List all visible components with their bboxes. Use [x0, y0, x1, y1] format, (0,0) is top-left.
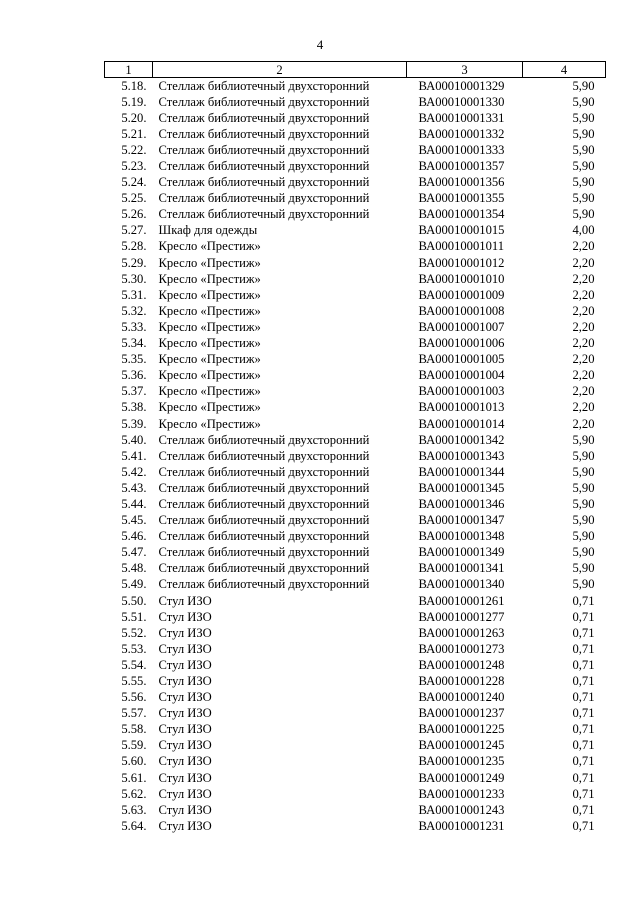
- row-number: 5.29.: [121, 255, 147, 270]
- item-value: 2,20: [572, 319, 595, 334]
- item-name: Стул ИЗО: [158, 802, 212, 817]
- inventory-code: ВА00010001013: [418, 400, 505, 415]
- row-number: 5.23.: [121, 159, 147, 174]
- item-value: 5,90: [572, 448, 595, 463]
- inventory-code: ВА00010001356: [418, 175, 505, 190]
- row-number: 5.26.: [121, 207, 147, 222]
- inventory-code: ВА00010001233: [418, 786, 505, 801]
- inventory-code: ВА00010001341: [418, 561, 505, 576]
- inventory-code: ВА00010001008: [418, 303, 505, 318]
- table-row: [105, 400, 606, 416]
- item-value: 2,20: [572, 255, 595, 270]
- item-name: Стеллаж библиотечный двухсторонний: [158, 464, 370, 479]
- item-value: 2,20: [572, 416, 595, 431]
- inventory-code: ВА00010001015: [418, 223, 505, 238]
- column-header-2: 2: [153, 62, 407, 78]
- inventory-code: ВА00010001245: [418, 738, 505, 753]
- item-value: 0,71: [572, 641, 595, 656]
- inventory-code: ВА00010001342: [418, 432, 505, 447]
- inventory-code: ВА00010001348: [418, 529, 505, 544]
- row-number: 5.62.: [121, 786, 147, 801]
- table-row: [105, 738, 606, 754]
- inventory-code: ВА00010001009: [418, 287, 505, 302]
- table-row: [105, 432, 606, 448]
- inventory-code: ВА00010001228: [418, 674, 505, 689]
- inventory-code: ВА00010001261: [418, 593, 505, 608]
- item-value: 5,90: [572, 577, 595, 592]
- item-name: Стеллаж библиотечный двухсторонний: [158, 110, 370, 125]
- item-value: 0,71: [572, 722, 595, 737]
- item-value: 5,90: [572, 480, 595, 495]
- row-number: 5.24.: [121, 175, 147, 190]
- item-value: 2,20: [572, 287, 595, 302]
- table-row: [105, 255, 606, 271]
- table-row: [105, 319, 606, 335]
- item-name: Стеллаж библиотечный двухсторонний: [158, 94, 370, 109]
- table-row: [105, 609, 606, 625]
- row-number: 5.39.: [121, 416, 147, 431]
- item-value: 0,71: [572, 706, 595, 721]
- row-number: 5.56.: [121, 690, 147, 705]
- item-value: 5,90: [572, 545, 595, 560]
- row-number: 5.57.: [121, 706, 147, 721]
- item-value: 2,20: [572, 336, 595, 351]
- table-row: [105, 239, 606, 255]
- item-name: Стеллаж библиотечный двухсторонний: [158, 577, 370, 592]
- item-value: 2,20: [572, 400, 595, 415]
- inventory-code: ВА00010001347: [418, 513, 505, 528]
- item-value: 5,90: [572, 464, 595, 479]
- table-row: [105, 287, 606, 303]
- inventory-code: ВА00010001014: [418, 416, 505, 431]
- item-value: 5,90: [572, 94, 595, 109]
- item-name: Стул ИЗО: [158, 738, 212, 753]
- item-name: Кресло «Престиж»: [158, 319, 261, 334]
- item-name: Стул ИЗО: [158, 722, 212, 737]
- row-number: 5.55.: [121, 674, 147, 689]
- item-value: 5,90: [572, 191, 595, 206]
- table-row: [105, 786, 606, 802]
- item-name: Стул ИЗО: [158, 641, 212, 656]
- inventory-code: ВА00010001237: [418, 706, 505, 721]
- row-number: 5.51.: [121, 609, 147, 624]
- item-name: Стул ИЗО: [158, 770, 212, 785]
- item-value: 5,90: [572, 529, 595, 544]
- item-name: Стеллаж библиотечный двухсторонний: [158, 513, 370, 528]
- item-name: Стеллаж библиотечный двухсторонний: [158, 432, 370, 447]
- table-row: [105, 175, 606, 191]
- item-name: Стул ИЗО: [158, 786, 212, 801]
- item-name: Стеллаж библиотечный двухсторонний: [158, 545, 370, 560]
- item-value: 5,90: [572, 159, 595, 174]
- item-value: 0,71: [572, 609, 595, 624]
- row-number: 5.40.: [121, 432, 147, 447]
- item-value: 0,71: [572, 593, 595, 608]
- row-number: 5.34.: [121, 336, 147, 351]
- row-number: 5.49.: [121, 577, 147, 592]
- item-name: Кресло «Престиж»: [158, 400, 261, 415]
- table-row: [105, 722, 606, 738]
- item-value: 2,20: [572, 303, 595, 318]
- item-name: Стеллаж библиотечный двухсторонний: [158, 529, 370, 544]
- table-row: [105, 336, 606, 352]
- inventory-code: ВА00010001331: [418, 110, 505, 125]
- row-number: 5.47.: [121, 545, 147, 560]
- table-row: [105, 223, 606, 239]
- row-number: 5.31.: [121, 287, 147, 302]
- item-name: Стеллаж библиотечный двухсторонний: [158, 142, 370, 157]
- table-row: [105, 625, 606, 641]
- item-name: Стеллаж библиотечный двухсторонний: [158, 78, 370, 93]
- item-value: 5,90: [572, 175, 595, 190]
- item-name: Стул ИЗО: [158, 609, 212, 624]
- table-row: [105, 577, 606, 593]
- inventory-code: ВА00010001273: [418, 641, 505, 656]
- table-row: [105, 754, 606, 770]
- item-name: Кресло «Престиж»: [158, 239, 261, 254]
- table-row: [105, 802, 606, 818]
- item-value: 5,90: [572, 496, 595, 511]
- row-number: 5.52.: [121, 625, 147, 640]
- inventory-code: ВА00010001003: [418, 384, 505, 399]
- inventory-code: ВА00010001333: [418, 142, 505, 157]
- item-value: 0,71: [572, 786, 595, 801]
- item-value: 0,71: [572, 754, 595, 769]
- item-value: 5,90: [572, 432, 595, 447]
- item-value: 0,71: [572, 674, 595, 689]
- inventory-code: ВА00010001007: [418, 319, 505, 334]
- table-row: [105, 158, 606, 174]
- inventory-code: ВА00010001340: [418, 577, 505, 592]
- row-number: 5.19.: [121, 94, 147, 109]
- item-value: 4,00: [572, 223, 595, 238]
- header-row: [105, 62, 606, 78]
- item-name: Стул ИЗО: [158, 754, 212, 769]
- row-number: 5.28.: [121, 239, 147, 254]
- table-row: [105, 142, 606, 158]
- table-row: [105, 529, 606, 545]
- item-name: Стул ИЗО: [158, 593, 212, 608]
- item-name: Кресло «Престиж»: [158, 416, 261, 431]
- inventory-code: ВА00010001343: [418, 448, 505, 463]
- item-value: 5,90: [572, 78, 595, 93]
- item-name: Стеллаж библиотечный двухсторонний: [158, 159, 370, 174]
- table-row: [105, 496, 606, 512]
- row-number: 5.30.: [121, 271, 147, 286]
- item-name: Кресло «Престиж»: [158, 303, 261, 318]
- item-name: Кресло «Престиж»: [158, 368, 261, 383]
- item-name: Кресло «Престиж»: [158, 255, 261, 270]
- item-name: Стеллаж библиотечный двухсторонний: [158, 207, 370, 222]
- row-number: 5.33.: [121, 319, 147, 334]
- inventory-code: ВА00010001330: [418, 94, 505, 109]
- inventory-code: ВА00010001243: [418, 802, 505, 817]
- row-number: 5.46.: [121, 529, 147, 544]
- item-value: 0,71: [572, 770, 595, 785]
- row-number: 5.64.: [121, 818, 147, 833]
- item-name: Стул ИЗО: [158, 625, 212, 640]
- row-number: 5.38.: [121, 400, 147, 415]
- row-number: 5.48.: [121, 561, 147, 576]
- inventory-code: ВА00010001231: [418, 818, 505, 833]
- table-row: [105, 770, 606, 786]
- inventory-code: ВА00010001235: [418, 754, 505, 769]
- table-row: [105, 818, 606, 834]
- table-row: [105, 464, 606, 480]
- column-header-1: 1: [105, 62, 153, 78]
- row-number: 5.43.: [121, 480, 147, 495]
- row-number: 5.42.: [121, 464, 147, 479]
- table-row: [105, 78, 606, 95]
- table-row: [105, 545, 606, 561]
- inventory-code: ВА00010001240: [418, 690, 505, 705]
- row-number: 5.22.: [121, 142, 147, 157]
- item-name: Стеллаж библиотечный двухсторонний: [158, 561, 370, 576]
- inventory-code: ВА00010001249: [418, 770, 505, 785]
- item-value: 0,71: [572, 802, 595, 817]
- inventory-code: ВА00010001354: [418, 207, 505, 222]
- inventory-code: ВА00010001277: [418, 609, 505, 624]
- item-value: 2,20: [572, 239, 595, 254]
- column-header-3: 3: [407, 62, 523, 78]
- item-value: 5,90: [572, 513, 595, 528]
- row-number: 5.63.: [121, 802, 147, 817]
- item-value: 5,90: [572, 207, 595, 222]
- page-number: 4: [316, 37, 324, 52]
- row-number: 5.61.: [121, 770, 147, 785]
- table-row: [105, 303, 606, 319]
- row-number: 5.20.: [121, 110, 147, 125]
- inventory-code: ВА00010001005: [418, 352, 505, 367]
- table-body: [105, 78, 606, 835]
- row-number: 5.18.: [121, 78, 147, 93]
- table-row: [105, 110, 606, 126]
- table-row: [105, 368, 606, 384]
- item-name: Стеллаж библиотечный двухсторонний: [158, 191, 370, 206]
- inventory-code: ВА00010001010: [418, 271, 505, 286]
- row-number: 5.27.: [121, 223, 147, 238]
- row-number: 5.44.: [121, 496, 147, 511]
- item-name: Стеллаж библиотечный двухсторонний: [158, 480, 370, 495]
- table-row: [105, 706, 606, 722]
- item-name: Кресло «Престиж»: [158, 287, 261, 302]
- inventory-code: ВА00010001357: [418, 159, 505, 174]
- row-number: 5.45.: [121, 513, 147, 528]
- row-number: 5.41.: [121, 448, 147, 463]
- item-value: 0,71: [572, 690, 595, 705]
- item-name: Кресло «Престиж»: [158, 352, 261, 367]
- inventory-code: ВА00010001225: [418, 722, 505, 737]
- inventory-code: ВА00010001332: [418, 126, 505, 141]
- row-number: 5.25.: [121, 191, 147, 206]
- item-name: Стул ИЗО: [158, 818, 212, 833]
- item-name: Стеллаж библиотечный двухсторонний: [158, 496, 370, 511]
- item-name: Кресло «Престиж»: [158, 336, 261, 351]
- item-value: 5,90: [572, 126, 595, 141]
- table-row: [105, 641, 606, 657]
- item-name: Шкаф для одежды: [158, 223, 258, 238]
- item-name: Стеллаж библиотечный двухсторонний: [158, 448, 370, 463]
- inventory-code: ВА00010001344: [418, 464, 505, 479]
- table-row: [105, 94, 606, 110]
- item-value: 5,90: [572, 110, 595, 125]
- inventory-code: ВА00010001011: [418, 239, 504, 254]
- item-name: Стеллаж библиотечный двухсторонний: [158, 126, 370, 141]
- inventory-code: ВА00010001006: [418, 336, 505, 351]
- item-value: 5,90: [572, 561, 595, 576]
- item-name: Стул ИЗО: [158, 657, 212, 672]
- item-value: 0,71: [572, 657, 595, 672]
- column-header-4: 4: [523, 62, 606, 78]
- item-name: Стеллаж библиотечный двухсторонний: [158, 175, 370, 190]
- item-value: 0,71: [572, 738, 595, 753]
- table-row: [105, 207, 606, 223]
- table-header: [105, 62, 606, 78]
- table-row: [105, 690, 606, 706]
- inventory-code: ВА00010001349: [418, 545, 505, 560]
- table-row: [105, 352, 606, 368]
- table-row: [105, 271, 606, 287]
- row-number: 5.21.: [121, 126, 147, 141]
- row-number: 5.58.: [121, 722, 147, 737]
- table-row: [105, 513, 606, 529]
- table-row: [105, 561, 606, 577]
- inventory-code: ВА00010001346: [418, 496, 505, 511]
- inventory-code: ВА00010001248: [418, 657, 505, 672]
- inventory-code: ВА00010001355: [418, 191, 505, 206]
- row-number: 5.53.: [121, 641, 147, 656]
- row-number: 5.60.: [121, 754, 147, 769]
- item-name: Стул ИЗО: [158, 706, 212, 721]
- item-name: Кресло «Престиж»: [158, 271, 261, 286]
- table-row: [105, 384, 606, 400]
- row-number: 5.59.: [121, 738, 147, 753]
- item-value: 0,71: [572, 625, 595, 640]
- inventory-code: ВА00010001329: [418, 78, 505, 93]
- inventory-code: ВА00010001012: [418, 255, 505, 270]
- item-name: Кресло «Престиж»: [158, 384, 261, 399]
- item-value: 2,20: [572, 384, 595, 399]
- row-number: 5.35.: [121, 352, 147, 367]
- table-row: [105, 416, 606, 432]
- inventory-code: ВА00010001345: [418, 480, 505, 495]
- inventory-code: ВА00010001004: [418, 368, 505, 383]
- item-name: Стул ИЗО: [158, 690, 212, 705]
- row-number: 5.36.: [121, 368, 147, 383]
- row-number: 5.50.: [121, 593, 147, 608]
- table-row: [105, 126, 606, 142]
- table-row: [105, 673, 606, 689]
- item-value: 2,20: [572, 368, 595, 383]
- item-value: 2,20: [572, 271, 595, 286]
- row-number: 5.32.: [121, 303, 147, 318]
- row-number: 5.37.: [121, 384, 147, 399]
- table-row: [105, 593, 606, 609]
- inventory-table: [104, 61, 606, 834]
- table-row: [105, 480, 606, 496]
- item-value: 0,71: [572, 818, 595, 833]
- item-value: 2,20: [572, 352, 595, 367]
- item-value: 5,90: [572, 142, 595, 157]
- table-row: [105, 191, 606, 207]
- row-number: 5.54.: [121, 657, 147, 672]
- inventory-code: ВА00010001263: [418, 625, 505, 640]
- table-row: [105, 657, 606, 673]
- item-name: Стул ИЗО: [158, 674, 212, 689]
- table-row: [105, 448, 606, 464]
